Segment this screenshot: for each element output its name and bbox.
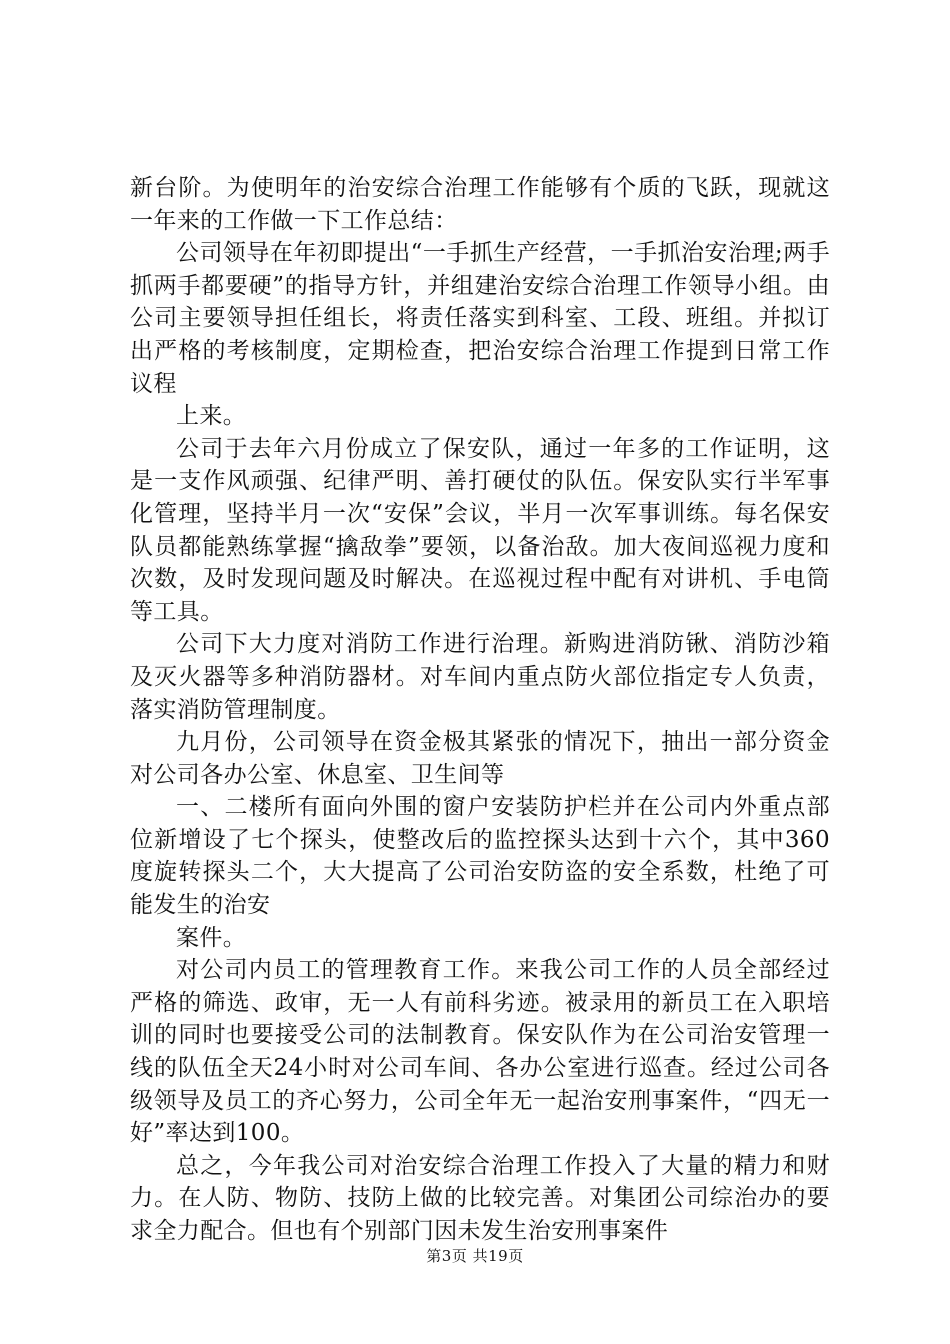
paragraph: 一、二楼所有面向外围的窗户安装防护栏并在公司内外重点部位新增设了七个探头，使整改后的监控探头达到十六个，其中360度旋转探头二个，大大提高了公司治安防盗的安全系数，杜绝了可能发生的治安 — [130, 794, 830, 919]
page-number-footer: 第3页 共19页 — [426, 1247, 524, 1265]
paragraph: 公司于去年六月份成立了保安队，通过一年多的工作证明，这是一支作风顽强、纪律严明、善打硬仗的队伍。保安队实行半军事化管理，坚持半月一次“安保”会议，半月一次军事训练。每名保安队员都能熟练掌握“擒敌拳”要领，以备治敌。加大夜间巡视力度和次数，及时发现问题及时解决。在巡视过程中配有对讲机、手电筒等工具。 — [130, 435, 830, 625]
paragraph: 总之，今年我公司对治安综合治理工作投入了大量的精力和财力。在人防、物防、技防上做的比较完善。对集团公司综治办的要求全力配合。但也有个别部门因未发生治安刑事案件 — [130, 1152, 830, 1244]
paragraph: 上来。 — [176, 403, 247, 430]
paragraph: 案件。 — [176, 924, 247, 951]
paragraph: 九月份，公司领导在资金极其紧张的情况下，抽出一部分资金对公司各办公室、休息室、卫生间等 — [130, 729, 830, 788]
paragraph: 公司领导在年初即提出“一手抓生产经营，一手抓治安治理;两手抓两手都要硬”的指导方针，并组建治安综合治理工作领导小组。由公司主要领导担任组长，将责任落实到科室、工段、班组。并拟订出严格的考核制度，定期检查，把治安综合治理工作提到日常工作议程 — [130, 240, 830, 397]
paragraph: 新台阶。为使明年的治安综合治理工作能够有个质的飞跃，现就这一年来的工作做一下工作总结： — [130, 175, 830, 234]
document-body — [130, 172, 830, 1248]
paragraph: 对公司内员工的管理教育工作。来我公司工作的人员全部经过严格的筛选、政审，无一人有前科劣迹。被录用的新员工在入职培训的同时也要接受公司的法制教育。保安队作为在公司治安管理一线的队伍全天24小时对公司车间、各办公室进行巡查。经过公司各级领导及员工的齐心努力，公司全年无一起治安刑事案件，“四无一好”率达到100。 — [130, 957, 830, 1147]
paragraph: 公司下大力度对消防工作进行治理。新购进消防锹、消防沙箱及灭火器等多种消防器材。对车间内重点防火部位指定专人负责，落实消防管理制度。 — [130, 631, 830, 723]
